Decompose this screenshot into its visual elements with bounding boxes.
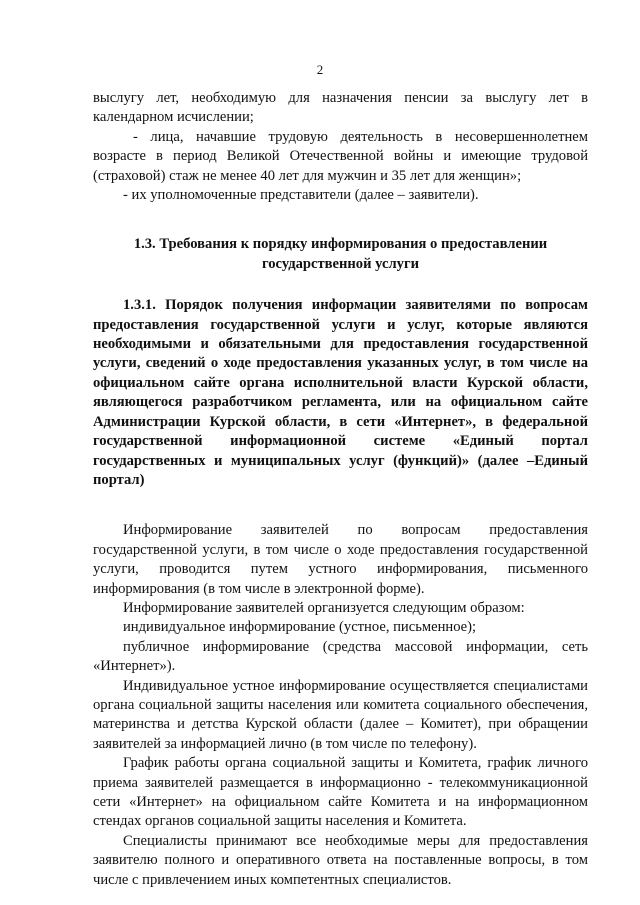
page-number: 2 bbox=[316, 62, 324, 77]
intro-paragraph-2: - лица, начавшие трудовую деятельность в несовершеннолетнем возрасте в период Великой Отечественной войны и имеющие трудовой (страховой) стаж не менее 40 лет для мужчин и 35 лет для женщин»; bbox=[93, 128, 588, 184]
intro-paragraph-3: - их уполномоченные представители (далее – заявители). bbox=[123, 187, 479, 204]
body-paragraph-2: Информирование заявителей организуется следующим образом: bbox=[123, 599, 525, 616]
body-paragraph-4: публичное информирование (средства массовой информации, сеть «Интернет»). bbox=[93, 638, 588, 675]
body-paragraph-1: Информирование заявителей по вопросам предоставления государственной услуги, в том числе о ходе предоставления государственной услуги, проводится путем устного информирования, письменного информирования (в том числе в электронной форме). bbox=[93, 522, 588, 597]
section-heading: 1.3. Требования к порядку информирования о предоставлении государственной услуги bbox=[133, 236, 548, 272]
body-paragraph-5: Индивидуальное устное информирование осуществляется специалистами органа социальной защиты населения или комитета социального обеспечения, материнства и детства Курской области (далее – Комитет), при обращении заявителей за информацией лично (в том числе по телефону). bbox=[93, 677, 588, 752]
subsection-heading: 1.3.1. Порядок получения информации заявителями по вопросам предоставления государственной услуги и услуг, которые являются необходимыми и обязательными для предоставления государственной услуги, сведений о ходе предоставления указанных услуг, в том числе на официальном сайте органа исполнительной власти Курской области, являющегося разработчиком регламента, или на официальном сайте Администрации Курской области, в сети «Интернет», в федеральной государственной информационной системе «Единый портал государственных и муниципальных услуг (функций)» (далее –Единый портал) bbox=[93, 297, 588, 488]
document-body bbox=[93, 89, 588, 890]
body-paragraph-7: Специалисты принимают все необходимые меры для предоставления заявителю полного и оперативного ответа на поставленные вопросы, в том числе с привлечением иных компетентных специалистов. bbox=[93, 832, 588, 888]
intro-paragraph-1: выслугу лет, необходимую для назначения пенсии за выслугу лет в календарном исчислении; bbox=[93, 90, 588, 126]
body-paragraph-6: График работы органа социальной защиты и Комитета, график личного приема заявителей размещается в информационно - телекоммуникационной сети «Интернет» на официальном сайте Комитета и на информационном стендах органов социальной защиты населения и Комитета. bbox=[93, 755, 588, 830]
body-paragraph-3: индивидуальное информирование (устное, письменное); bbox=[123, 619, 477, 636]
